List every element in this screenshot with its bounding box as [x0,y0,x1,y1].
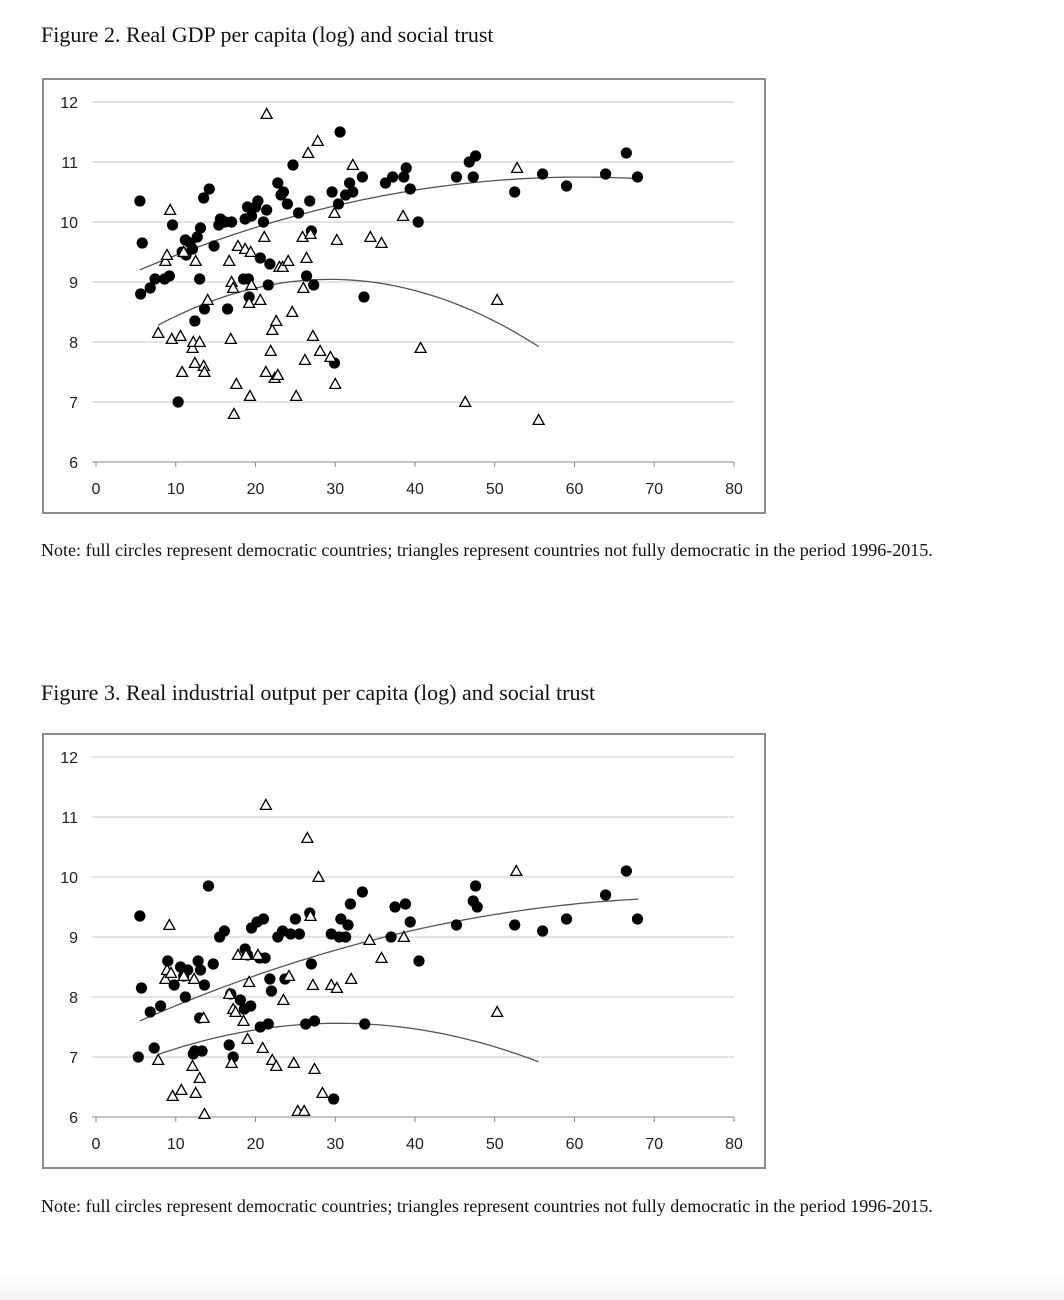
non-democratic-country-point [376,238,387,248]
democratic-country-point [345,898,356,909]
non-democratic-country-point [299,355,310,365]
non-democratic-country-point [512,163,523,173]
democratic-country-point [537,168,548,179]
non-democratic-country-point [283,256,294,266]
democratic-country-point [264,973,275,984]
democratic-country-point [387,171,398,182]
y-tick-label: 9 [69,275,78,292]
democratic-country-point [282,198,293,209]
non-democratic-country-point [291,391,302,401]
non-democratic-country-point [492,1007,503,1017]
non-democratic-country-point [165,205,176,215]
non-democratic-country-point [376,953,387,963]
democratic-country-point [405,183,416,194]
non-democratic-country-point [365,232,376,242]
non-democratic-country-point [313,872,324,882]
democratic-country-point [304,195,315,206]
y-tick-label: 10 [60,870,78,887]
democratic-country-point [258,216,269,227]
democratic-country-point [293,207,304,218]
non-democratic-country-point [309,1064,320,1074]
democratic-country-point [266,985,277,996]
democratic-country-point [326,186,337,197]
democratic-country-point [264,258,275,269]
y-tick-label: 11 [61,155,78,172]
figure-2-title: Figure 2. Real GDP per capita (log) and social trust [41,22,494,47]
x-tick-label: 20 [246,481,265,498]
democratic-country-point [196,1045,207,1056]
democratic-country-point [208,240,219,251]
x-tick-label: 70 [645,1136,664,1153]
y-tick-label: 8 [69,990,78,1007]
non-democratic-country-point [153,328,164,338]
non-democratic-country-point [161,250,172,260]
x-tick-label: 10 [166,1136,185,1153]
non-democratic-country-point [153,1055,164,1065]
democratic-country-point [208,958,219,969]
non-democratic-country-point [303,148,314,158]
democratic-country-point [342,919,353,930]
democratic-country-point [204,183,215,194]
democratic-country-point [400,898,411,909]
x-tick-label: 20 [246,1136,265,1153]
non-democratic-country-point [265,346,276,356]
democratic-country-point [278,186,289,197]
non-democratic-country-point [315,346,326,356]
democratic-country-point [413,216,424,227]
democratic-country-point [472,901,483,912]
figure-3-chart [42,733,766,1169]
non-democratic-country-point [331,235,342,245]
democratic-country-point [149,273,160,284]
x-tick-label: 50 [485,1136,504,1153]
non-democratic-country-point [312,136,323,146]
figure-3-note: Note: full circles represent democratic countries; triangles represent countries not fully democratic in the period 1996-2015. [41,1196,933,1216]
figure-3-plot [44,735,764,1167]
non-democratic-country-point [202,295,213,305]
non-democratic-country-point [187,1061,198,1071]
democratic-country-point [133,1051,144,1062]
democratic-country-point [334,126,345,137]
democratic-country-point [308,279,319,290]
democratic-country-point [389,901,400,912]
y-tick-label: 9 [69,930,78,947]
figure-2-note: Note: full circles represent democratic countries; triangles represent countries not fully democratic in the period 1996-2015. [41,540,933,560]
democratic-country-point [600,889,611,900]
democratic-country-point [226,216,237,227]
democratic-country-point [413,955,424,966]
democratic-country-point [203,880,214,891]
non-democratic-country-point [260,367,271,377]
non-democratic-country-point [287,307,298,317]
non-democratic-country-point [415,343,426,353]
x-tick-label: 40 [406,481,424,498]
democratic-country-point [468,171,479,182]
figure-2-plot [44,80,764,512]
democratic-country-point [199,303,210,314]
non-democratic-country-point [325,352,336,362]
democratic-country-point [255,252,266,263]
x-tick-label: 70 [645,481,664,498]
non-democratic-country-point [257,1043,268,1053]
democratic-country-point [328,1093,339,1104]
non-democratic-country-point [164,920,175,930]
non-democratic-country-point [194,1073,205,1083]
x-tick-label: 60 [565,1136,584,1153]
non-democratic-country-point [492,295,503,305]
page-edge-shadow [0,1274,1064,1300]
x-tick-label: 0 [91,481,101,498]
x-tick-label: 80 [725,481,743,498]
y-tick-label: 12 [60,95,78,112]
democratic-country-point [149,1042,160,1053]
x-tick-label: 60 [565,481,584,498]
non-democratic-country-point [533,415,544,425]
democratic-country-point [632,171,643,182]
democratic-country-point [145,1006,156,1017]
non-democratic-country-point [167,1091,178,1101]
democratic-country-point [621,147,632,158]
non-democratic-country-point [511,866,522,876]
y-tick-label: 6 [69,455,78,472]
democratic-country-point [309,1015,320,1026]
democratic-country-point [263,279,274,290]
democratic-country-point [224,1039,235,1050]
non-democratic-country-point [244,977,255,987]
y-tick-label: 12 [60,750,78,767]
democratic-country-point [199,979,210,990]
democratic-country-point [470,880,481,891]
non-democratic-country-point [177,367,188,377]
democratic-country-point [451,171,462,182]
democratic-country-point [401,162,412,173]
non-democratic-country-point [288,1058,299,1068]
non-democratic-country-point [224,256,235,266]
democratic-country-point [263,1018,274,1029]
democratic-country-point [222,303,233,314]
non-democratic-country-point [298,283,309,293]
democratic-country-point [561,180,572,191]
non-democratic-country-point [330,379,341,389]
x-tick-label: 30 [326,481,345,498]
democratic-country-point [245,1000,256,1011]
democratic-country-point [194,273,205,284]
non-democratic-country-point [190,1088,201,1098]
democratic-country-point [155,1000,166,1011]
democratic-country-point [600,168,611,179]
x-tick-label: 0 [91,1136,101,1153]
democratic-country-point [359,1018,370,1029]
non-democratic-country-point [301,253,312,263]
democratic-country-point [509,186,520,197]
non-democratic-country-point [228,409,239,419]
democratic-country-point [347,186,358,197]
non-democratic-country-point [398,211,409,221]
non-democratic-country-point [261,109,272,119]
democratic-country-point [357,171,368,182]
non-democratic-country-point [302,833,313,843]
trendline-2 [158,1023,538,1062]
non-democratic-country-point [259,232,270,242]
democratic-country-point [357,886,368,897]
non-democratic-country-point [347,160,358,170]
democratic-country-point [195,222,206,233]
democratic-country-point [173,396,184,407]
democratic-country-point [134,195,145,206]
democratic-country-point [451,919,462,930]
democratic-country-point [134,910,145,921]
democratic-country-point [287,159,298,170]
non-democratic-country-point [271,316,282,326]
democratic-country-point [509,919,520,930]
democratic-country-point [632,913,643,924]
y-tick-label: 7 [69,395,78,412]
x-tick-label: 50 [485,481,504,498]
x-tick-label: 30 [326,1136,345,1153]
democratic-country-point [358,291,369,302]
democratic-country-point [135,288,146,299]
non-democratic-country-point [307,980,318,990]
y-tick-label: 8 [69,335,78,352]
non-democratic-country-point [199,1109,210,1119]
democratic-country-point [189,315,200,326]
democratic-country-point [164,270,175,281]
democratic-country-point [167,219,178,230]
y-tick-label: 11 [61,810,78,827]
democratic-country-point [290,913,301,924]
non-democratic-country-point [460,397,471,407]
non-democratic-country-point [317,1088,328,1098]
democratic-country-point [252,195,263,206]
figure-3-title: Figure 3. Real industrial output per capita (log) and social trust [41,680,596,705]
non-democratic-country-point [346,974,357,984]
x-tick-label: 10 [166,481,185,498]
y-tick-label: 10 [60,215,78,232]
democratic-country-point [537,925,548,936]
non-democratic-country-point [278,995,289,1005]
democratic-country-point [195,964,206,975]
democratic-country-point [470,150,481,161]
non-democratic-country-point [176,1085,187,1095]
non-democratic-country-point [190,256,201,266]
democratic-country-point [405,916,416,927]
democratic-country-point [219,925,230,936]
non-democratic-country-point [255,295,266,305]
democratic-country-point [301,270,312,281]
democratic-country-point [306,958,317,969]
democratic-country-point [258,913,269,924]
democratic-country-point [187,243,198,254]
non-democratic-country-point [244,391,255,401]
non-democratic-country-point [242,1034,253,1044]
democratic-country-point [180,991,191,1002]
non-democratic-country-point [307,331,318,341]
x-tick-label: 80 [725,1136,743,1153]
democratic-country-point [340,931,351,942]
non-democratic-country-point [225,334,236,344]
democratic-country-point [136,982,147,993]
y-tick-label: 7 [69,1050,78,1067]
democratic-country-point [561,913,572,924]
non-democratic-country-point [231,379,242,389]
y-tick-label: 6 [69,1110,78,1127]
non-democratic-country-point [175,331,186,341]
x-tick-label: 40 [406,1136,424,1153]
democratic-country-point [621,865,632,876]
democratic-country-point [261,204,272,215]
democratic-country-point [294,928,305,939]
trendline-2 [158,279,538,346]
democratic-country-point [385,931,396,942]
non-democratic-country-point [260,800,271,810]
democratic-country-point [137,237,148,248]
figure-2-chart [42,78,766,514]
non-democratic-country-point [189,358,200,368]
